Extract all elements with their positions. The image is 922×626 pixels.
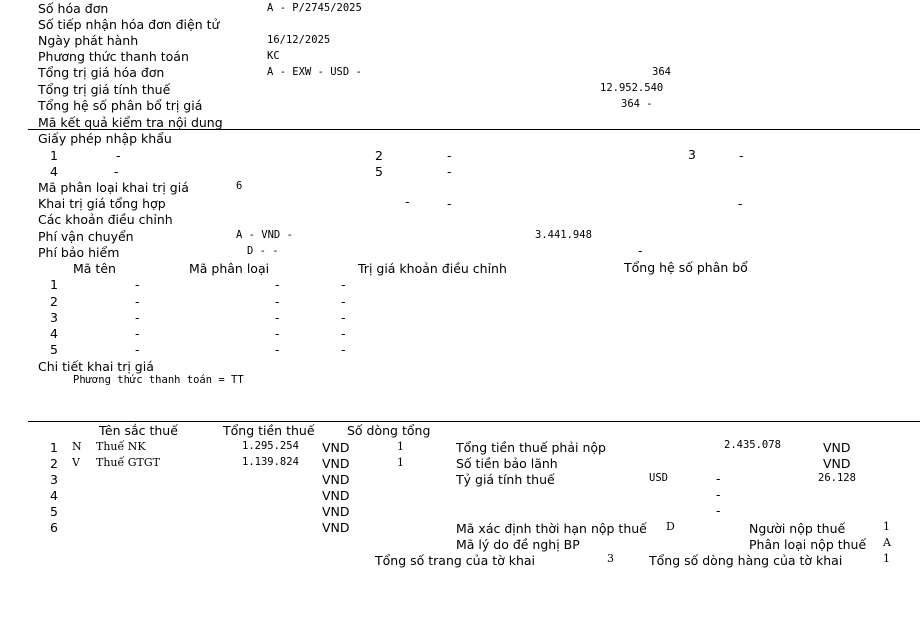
phi-van-chuyen-codes: A - VND -: [236, 229, 293, 241]
giay-phep-dash-4: -: [114, 164, 119, 179]
tong-he-so-label: Tổng hệ số phân bổ trị giá: [38, 98, 203, 113]
tong-tri-gia-tinh-thue-label: Tổng trị giá tính thuế: [38, 82, 171, 97]
giay-phep-dash-1: -: [116, 148, 121, 163]
ty-gia-currency: USD: [649, 472, 668, 484]
ma-xac-dinh-value: D: [666, 520, 675, 533]
col-ten-sac-thue: Tên sắc thuế: [99, 423, 178, 438]
row-dash: -: [275, 277, 280, 292]
giay-phep-no-1: 1: [50, 148, 58, 163]
row-number: 3: [50, 310, 58, 325]
ty-gia-dash-row4: -: [716, 487, 721, 502]
thue-row-no: 5: [50, 504, 58, 519]
tong-tri-gia-hd-value: 364: [652, 66, 671, 78]
giay-phep-no-4: 4: [50, 164, 58, 179]
thue-row-name: Thuế NK: [96, 440, 146, 453]
tong-tri-gia-hd-codes: A - EXW - USD -: [267, 66, 362, 78]
thue-row-currency: VND: [322, 440, 350, 455]
so-hoa-don-value: A - P/2745/2025: [267, 2, 362, 14]
ma-ly-do-label: Mã lý do đề nghị BP: [456, 537, 580, 552]
row-dash: -: [341, 326, 346, 341]
col-tri-gia: Trị giá khoản điều chỉnh: [358, 261, 507, 276]
giay-phep-dash-3: -: [739, 148, 744, 163]
giay-phep-dash-5: -: [447, 164, 452, 179]
thue-row-name: Thuế GTGT: [96, 456, 161, 469]
thue-row-no: 6: [50, 520, 58, 535]
thue-row-currency: VND: [322, 520, 350, 535]
khai-tong-hop-dash-1: -: [405, 194, 410, 209]
thue-row-no: 4: [50, 488, 58, 503]
so-tien-bao-lanh-currency: VND: [823, 456, 851, 471]
giay-phep-dash-2: -: [447, 148, 452, 163]
nguoi-nop-thue-label: Người nộp thuế: [749, 521, 846, 536]
ty-gia-dash: -: [716, 471, 721, 486]
ngay-phat-hanh-label: Ngày phát hành: [38, 33, 139, 48]
tong-so-dong-hang-value: 1: [883, 552, 890, 565]
phi-bao-hiem-dash: -: [638, 243, 643, 258]
so-tien-bao-lanh-label: Số tiền bảo lãnh: [456, 456, 558, 471]
so-tiep-nhan-label: Số tiếp nhận hóa đơn điện tử: [38, 17, 220, 32]
phan-loai-nop-thue-label: Phân loại nộp thuế: [749, 537, 867, 552]
row-dash: -: [135, 294, 140, 309]
row-dash: -: [275, 310, 280, 325]
khai-tong-hop-dash-3: -: [738, 196, 743, 211]
giay-phep-no-3: 3: [688, 147, 696, 162]
ma-phan-loai-value: 6: [236, 180, 243, 192]
thue-row-code: V: [72, 456, 80, 469]
divider-bottom: [28, 421, 920, 422]
chi-tiet-value: Phương thức thanh toán = TT: [73, 374, 244, 386]
row-dash: -: [341, 277, 346, 292]
tong-so-dong-hang-label: Tổng số dòng hàng của tờ khai: [649, 553, 843, 568]
phuong-thuc-tt-label: Phương thức thanh toán: [38, 49, 189, 64]
tong-so-trang-label: Tổng số trang của tờ khai: [375, 553, 536, 568]
thue-row-lines: 1: [397, 440, 404, 453]
thue-row-code: N: [72, 440, 82, 453]
khai-tong-hop-dash-2: -: [447, 196, 452, 211]
row-dash: -: [341, 342, 346, 357]
row-number: 5: [50, 342, 58, 357]
col-ma-phan-loai: Mã phân loại: [189, 261, 270, 276]
ty-gia-value: 26.128: [818, 472, 856, 484]
row-dash: -: [341, 294, 346, 309]
divider-top: [28, 129, 920, 130]
row-dash: -: [275, 342, 280, 357]
ma-ket-qua-label: Mã kết quả kiểm tra nội dung: [38, 115, 223, 130]
giay-phep-no-5: 5: [375, 164, 383, 179]
giay-phep-no-2: 2: [375, 148, 383, 163]
col-ma-ten: Mã tên: [73, 261, 116, 276]
thue-row-no: 2: [50, 456, 58, 471]
row-dash: -: [135, 342, 140, 357]
row-number: 1: [50, 277, 58, 292]
tong-so-trang-value: 3: [607, 552, 614, 565]
thue-row-currency: VND: [322, 504, 350, 519]
thue-row-lines: 1: [397, 456, 404, 469]
row-dash: -: [275, 294, 280, 309]
ty-gia-label: Tỷ giá tính thuế: [456, 472, 555, 487]
row-dash: -: [275, 326, 280, 341]
phi-bao-hiem-codes: D - -: [247, 245, 279, 257]
col-tong-tien-thue: Tổng tiền thuế: [223, 423, 315, 438]
phi-van-chuyen-value: 3.441.948: [535, 229, 592, 241]
col-so-dong: Số dòng tổng: [347, 423, 431, 438]
row-number: 2: [50, 294, 58, 309]
tong-tien-thue-phai-nop-value: 2.435.078: [724, 439, 781, 451]
row-dash: -: [135, 310, 140, 325]
phuong-thuc-tt-value: KC: [267, 50, 280, 62]
chi-tiet-label: Chi tiết khai trị giá: [38, 359, 154, 374]
ngay-phat-hanh-value: 16/12/2025: [267, 34, 331, 46]
khai-tong-hop-label: Khai trị giá tổng hợp: [38, 196, 166, 211]
thue-row-amount: 1.295.254: [242, 440, 299, 452]
phi-van-chuyen-label: Phí vận chuyển: [38, 229, 134, 244]
tong-he-so-value: 364 -: [621, 98, 653, 110]
giay-phep-title: Giấy phép nhập khẩu: [38, 131, 172, 146]
row-dash: -: [135, 277, 140, 292]
phan-loai-nop-thue-value: A: [883, 536, 891, 549]
tong-tien-thue-phai-nop-currency: VND: [823, 440, 851, 455]
thue-row-amount: 1.139.824: [242, 456, 299, 468]
phi-bao-hiem-label: Phí bảo hiểm: [38, 245, 120, 260]
nguoi-nop-thue-value: 1: [883, 520, 890, 533]
col-tong-he-so: Tổng hệ số phân bổ: [624, 260, 748, 275]
row-dash: -: [341, 310, 346, 325]
thue-row-no: 1: [50, 440, 58, 455]
cac-khoan-label: Các khoản điều chỉnh: [38, 212, 173, 227]
thue-row-currency: VND: [322, 456, 350, 471]
row-dash: -: [135, 326, 140, 341]
tong-tri-gia-hd-label: Tổng trị giá hóa đơn: [38, 65, 165, 80]
thue-row-currency: VND: [322, 472, 350, 487]
thue-row-currency: VND: [322, 488, 350, 503]
ty-gia-dash-row5: -: [716, 503, 721, 518]
tong-tri-gia-tinh-thue-value: 12.952.540: [600, 82, 664, 94]
so-hoa-don-label: Số hóa đơn: [38, 1, 109, 16]
thue-row-no: 3: [50, 472, 58, 487]
tong-tien-thue-phai-nop-label: Tổng tiền thuế phải nộp: [456, 440, 606, 455]
ma-xac-dinh-label: Mã xác định thời hạn nộp thuế: [456, 521, 647, 536]
row-number: 4: [50, 326, 58, 341]
ma-phan-loai-label: Mã phân loại khai trị giá: [38, 180, 189, 195]
